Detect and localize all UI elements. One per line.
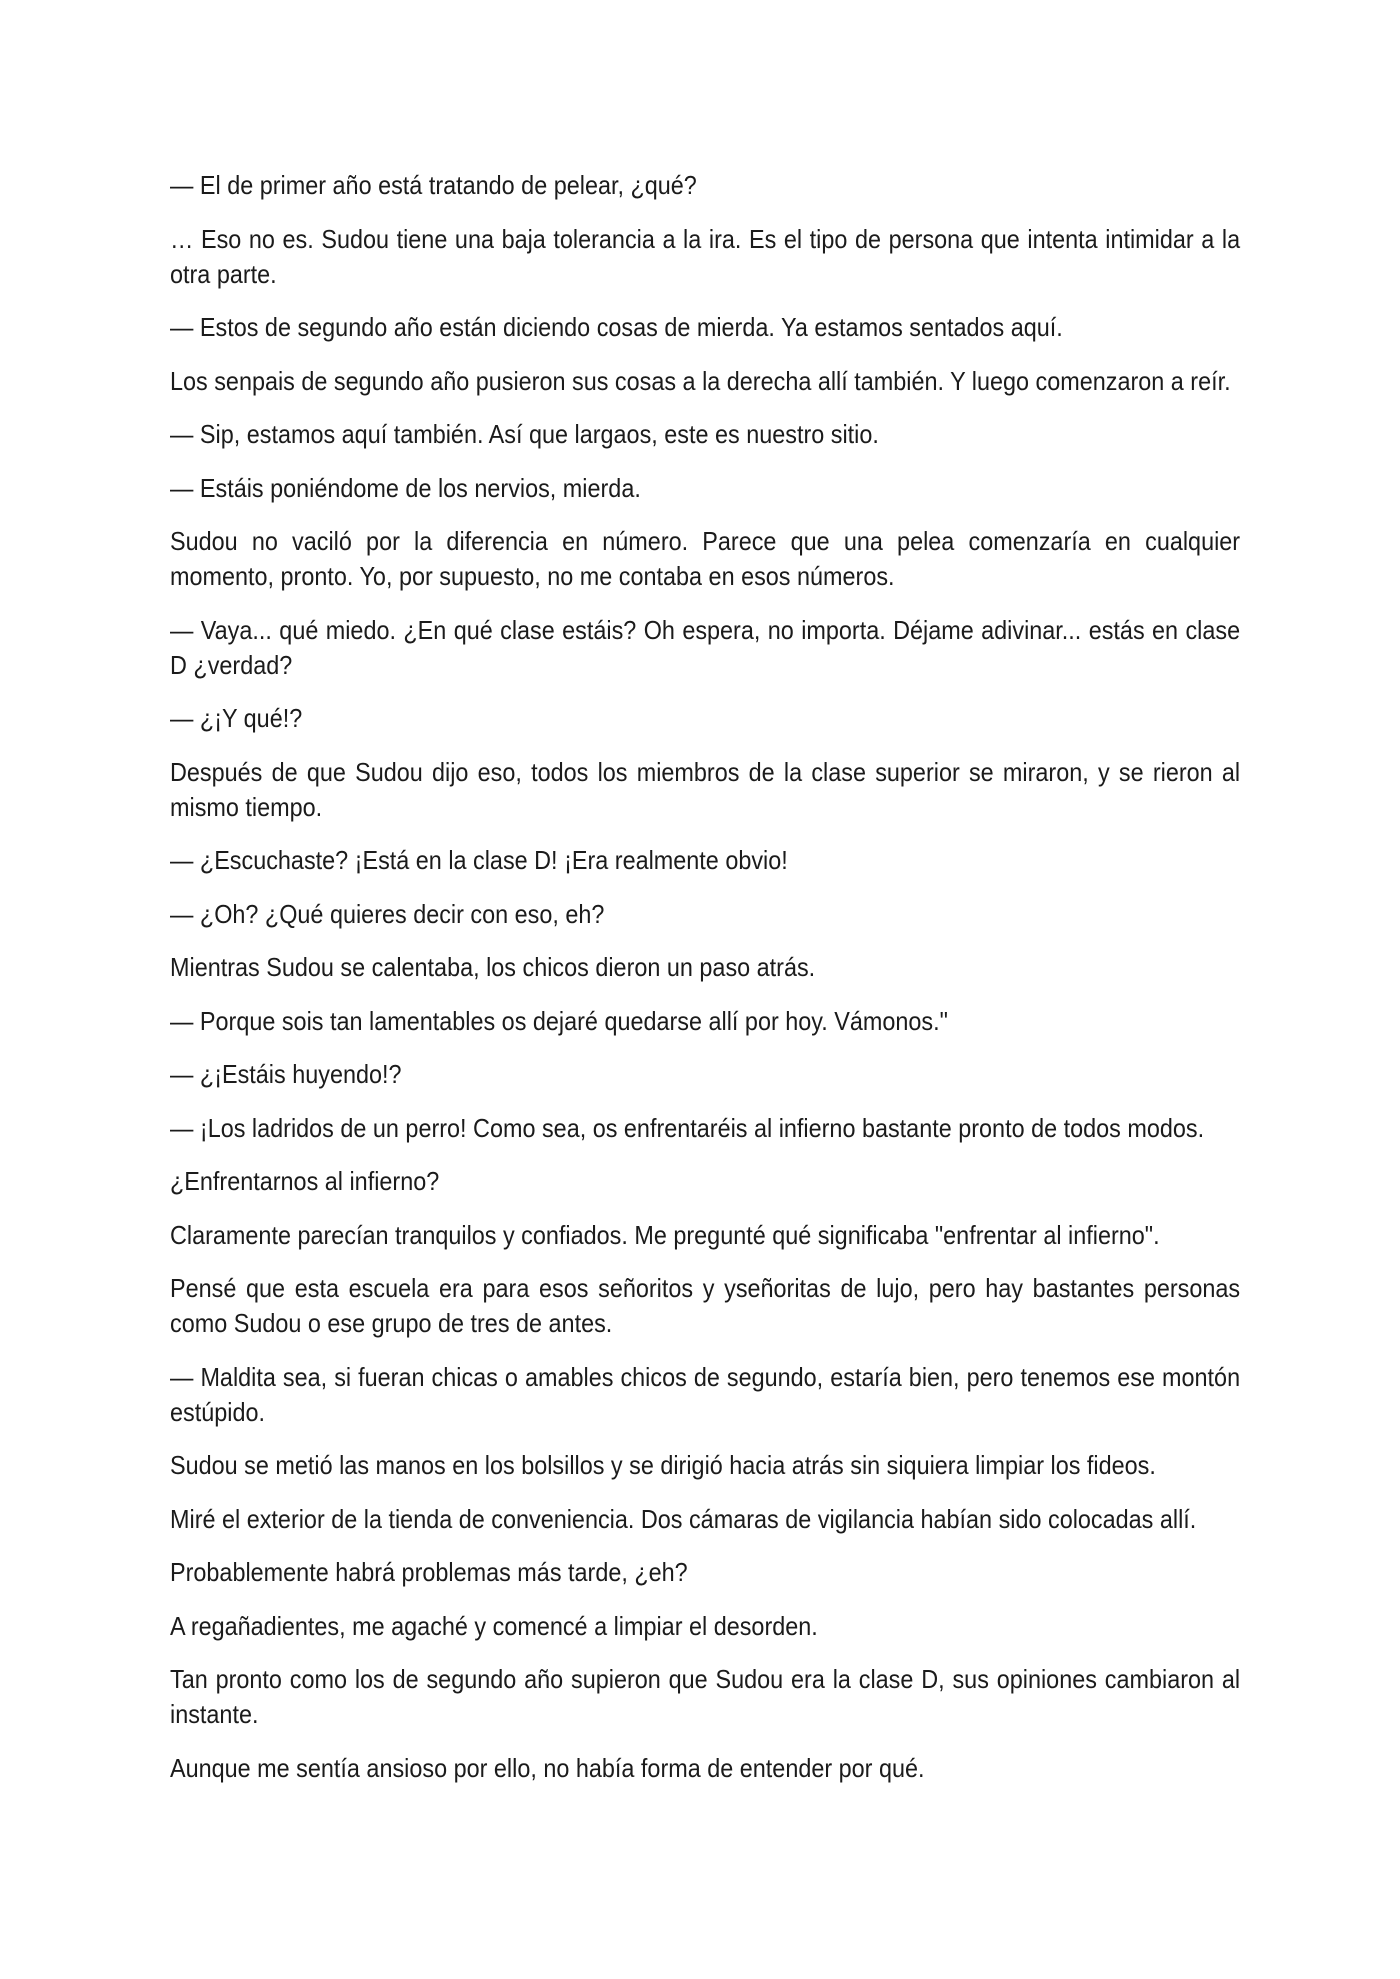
document-body (170, 168, 1240, 1804)
paragraph: ¿Enfrentarnos al infierno? (170, 1166, 440, 1196)
paragraph: Probablemente habrá problemas más tarde, ¿eh? (170, 1557, 688, 1587)
paragraph: — ¿¡Estáis huyendo!? (170, 1059, 402, 1089)
paragraph: — ¿Escuchaste? ¡Está en la clase D! ¡Era realmente obvio! (170, 845, 788, 875)
paragraph: Sudou se metió las manos en los bolsillos y se dirigió hacia atrás sin siquiera limpiar los fideos. (170, 1450, 1156, 1480)
paragraph: Tan pronto como los de segundo año supieron que Sudou era la clase D, sus opiniones cambiaron al instante. (170, 1664, 1241, 1729)
paragraph: Sudou no vaciló por la diferencia en número. Parece que una pelea comenzaría en cualquier momento, pronto. Yo, por supuesto, no me contaba en esos números. (170, 526, 1241, 591)
paragraph: — ¿¡Y qué!? (170, 703, 303, 733)
paragraph: Aunque me sentía ansioso por ello, no había forma de entender por qué. (170, 1752, 925, 1783)
paragraph: — Porque sois tan lamentables os dejaré quedarse allí por hoy. Vámonos." (170, 1005, 948, 1036)
paragraph: Miré el exterior de la tienda de conveniencia. Dos cámaras de vigilancia habían sido colocadas allí. (170, 1503, 1197, 1534)
paragraph: Pensé que esta escuela era para esos señoritos y yseñoritas de lujo, pero hay bastantes personas como Sudou o ese grupo de tres de antes. (170, 1273, 1241, 1338)
paragraph: — ¿Oh? ¿Qué quieres decir con eso, eh? (170, 898, 605, 929)
paragraph: — ¡Los ladridos de un perro! Como sea, os enfrentaréis al infierno bastante pronto de todos modos. (170, 1112, 1205, 1143)
paragraph: Mientras Sudou se calentaba, los chicos dieron un paso atrás. (170, 952, 816, 982)
paragraph: A regañadientes, me agaché y comencé a limpiar el desorden. (170, 1610, 818, 1641)
paragraph: — Vaya... qué miedo. ¿En qué clase estáis? Oh espera, no importa. Déjame adivinar... estás en clase D ¿verdad? (170, 614, 1241, 680)
paragraph: — Estáis poniéndome de los nervios, mierda. (170, 472, 641, 503)
paragraph: Después de que Sudou dijo eso, todos los miembros de la clase superior se miraron, y se rieron al mismo tiempo. (170, 756, 1241, 822)
paragraph: — Maldita sea, si fueran chicas o amables chicos de segundo, estaría bien, pero tenemos ese montón estúpido. (170, 1361, 1241, 1427)
paragraph: Claramente parecían tranquilos y confiados. Me pregunté qué significaba "enfrentar al infierno". (170, 1219, 1160, 1250)
paragraph: — Estos de segundo año están diciendo cosas de mierda. Ya estamos sentados aquí. (170, 312, 1063, 342)
paragraph: … Eso no es. Sudou tiene una baja tolerancia a la ira. Es el tipo de persona que intenta intimidar a la otra parte. (170, 223, 1241, 289)
paragraph: — El de primer año está tratando de pelear, ¿qué? (170, 170, 697, 200)
paragraph: Los senpais de segundo año pusieron sus cosas a la derecha allí también. Y luego comenzaron a reír. (170, 365, 1231, 396)
paragraph: — Sip, estamos aquí también. Así que largaos, este es nuestro sitio. (170, 419, 879, 449)
